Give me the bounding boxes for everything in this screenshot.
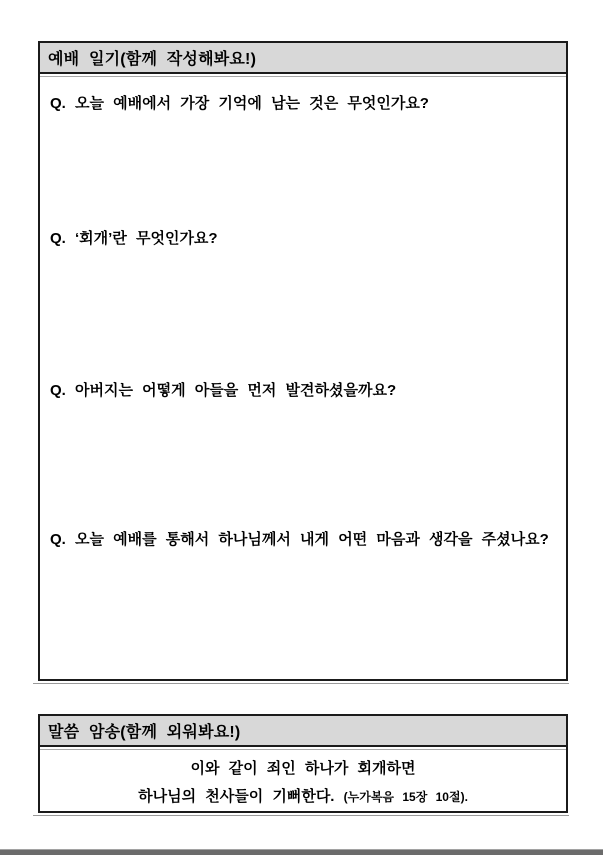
verse-body [40,750,566,811]
worship-diary-header [40,43,566,74]
worship-diary-title: 예배 일기(함께 작성해봐요!) [48,51,257,68]
answer-space-1 [44,117,562,227]
verse-line-2-text: 하나님의 천사들이 기뻐한다. [138,788,335,805]
answer-space-4 [44,553,562,663]
question-4: Q. 오늘 예배를 통해서 하나님께서 내게 어떤 마음과 생각을 주셨나요? [50,531,549,548]
answer-space-3 [44,404,562,514]
verse-reference: (누가복음 15장 10절). [343,790,468,804]
page-bottom-bar [0,849,603,855]
worship-diary-section [38,41,568,681]
verse-memorization-section [38,714,568,813]
question-2: Q. ‘회개’란 무엇인가요? [50,230,218,247]
verse-line-2 [40,783,566,811]
verse-memorization-header [40,716,566,747]
header-divider-rule [40,76,566,77]
verse-line-1: 이와 같이 죄인 하나가 회개하면 [190,760,416,777]
question-3: Q. 아버지는 어떻게 아들을 먼저 발견하셨을까요? [50,382,397,399]
answer-space-2 [44,252,562,362]
verse-memorization-title: 말씀 암송(함께 외워봐요!) [48,724,241,741]
question-1: Q. 오늘 예배에서 가장 기억에 남는 것은 무엇인가요? [50,95,429,112]
